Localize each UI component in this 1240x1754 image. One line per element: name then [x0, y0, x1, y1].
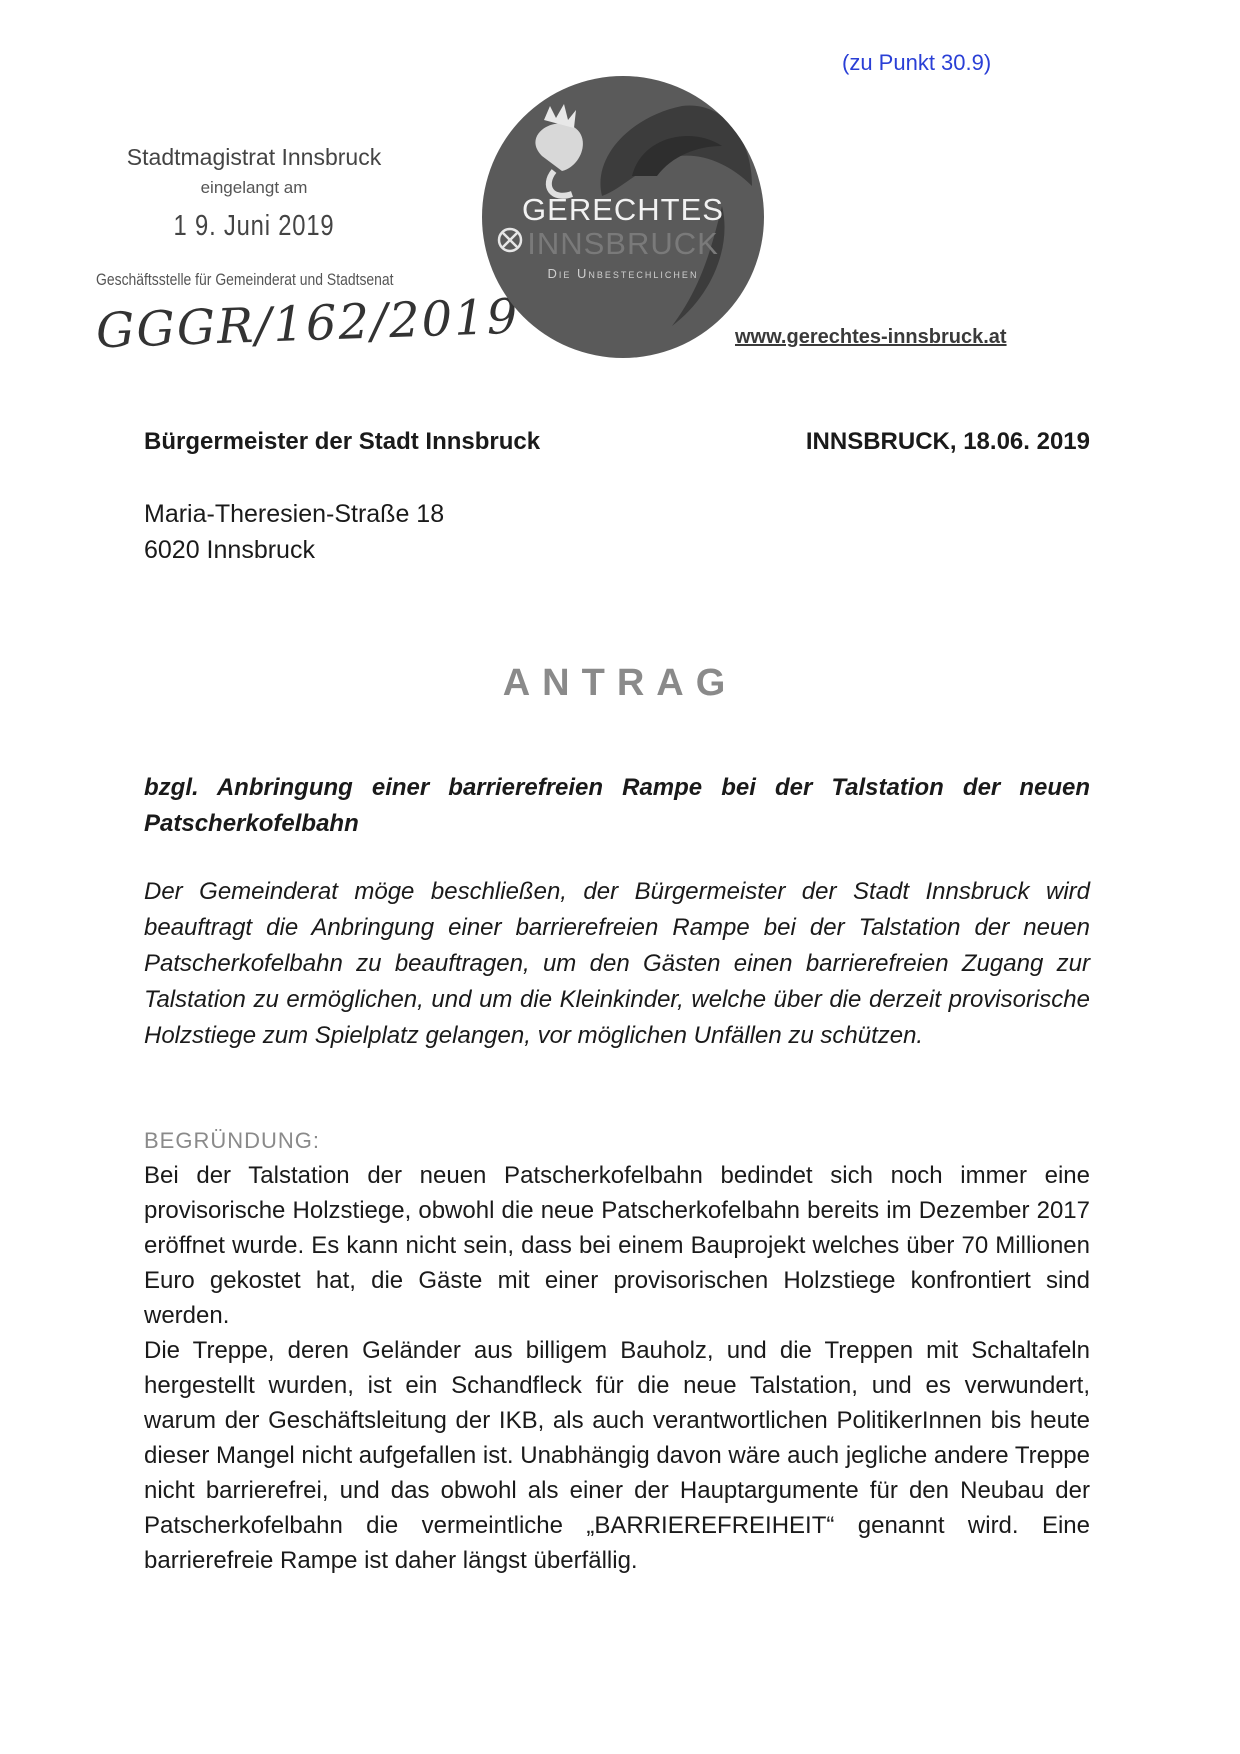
logo-circle — [482, 76, 764, 358]
motion-subject: bzgl. Anbringung einer barrierefreien Rampe bei der Talstation der neuen Patscherkofelbahn — [144, 774, 1090, 837]
document-type-heading: ANTRAG — [502, 662, 738, 704]
recipient-name: Bürgermeister der Stadt Innsbruck — [144, 428, 541, 455]
logo-tagline: Die Unbestechlichen — [547, 266, 699, 281]
logo-title: GERECHTES — [522, 192, 724, 227]
stamp-date: 1 9. Juni 2019 — [173, 210, 335, 242]
agenda-reference-note: (zu Punkt 30.9) — [842, 50, 992, 75]
reasoning-heading: BEGRÜNDUNG: — [144, 1128, 321, 1153]
logo-subtitle: INNSBRUCK — [527, 226, 719, 261]
stamp-received-label: eingelangt am — [200, 178, 308, 197]
stamp-office: Geschäftsstelle für Gemeinderat und Stadtsenat — [96, 270, 394, 289]
recipient-street: Maria-Theresien-Straße 18 — [144, 500, 445, 528]
recipient-city: 6020 Innsbruck — [144, 536, 315, 564]
stamp-organization: Stadtmagistrat Innsbruck — [126, 144, 382, 170]
party-logo — [482, 76, 764, 358]
ballot-cross-icon — [496, 226, 524, 254]
website-link[interactable]: www.gerechtes-innsbruck.at — [735, 326, 1007, 348]
reasoning-paragraph-1: Bei der Talstation der neuen Patscherkofelbahn bedindet sich noch immer eine provisorische Holzstiege, obwohl die neue Patscherkofelbahn bereits im Dezember 2017 eröffnet wurde. Es kann nicht sein, dass bei einem Bauprojekt welches über 70 Millionen Euro gekostet hat, die Gäste mit einer provisorischen Holzstiege konfrontiert sind werden. — [144, 1162, 1090, 1329]
reasoning-paragraph-2: Die Treppe, deren Geländer aus billigem Bauholz, und die Treppen mit Schaltafeln hergestellt wurden, ist ein Schandfleck für die neue Talstation, und es verwundert, warum der Geschäftsleitung der IKB, als auch verantwortlichen PolitikerInnen bis heute dieser Mangel nicht aufgefallen ist. Unabhängig davon wäre auch jegliche andere Treppe nicht barrierefrei, und das obwohl als einer der Hauptargumente für den Neubau der Patscherkofelbahn die vermeintliche „BARRIEREFREIHEIT“ genannt wird. Eine barrierefreie Rampe ist daher längst überfällig. — [144, 1337, 1090, 1574]
motion-text: Der Gemeinderat möge beschließen, der Bürgermeister der Stadt Innsbruck wird beauftragt die Anbringung einer barrierefreien Rampe bei der Talstation der neuen Patscherkofelbahn zu beauftragen, um den Gästen einen barrierefreien Zugang zur Talstation zu ermöglichen, und um die Kleinkinder, welche über die derzeit provisorische Holzstiege zum Spielplatz gelangen, vor möglichen Unfällen zu schützen. — [144, 878, 1090, 1049]
place-date: INNSBRUCK, 18.06. 2019 — [805, 428, 1090, 455]
handwritten-reference-number: GGGR/162/2019 — [95, 288, 521, 360]
